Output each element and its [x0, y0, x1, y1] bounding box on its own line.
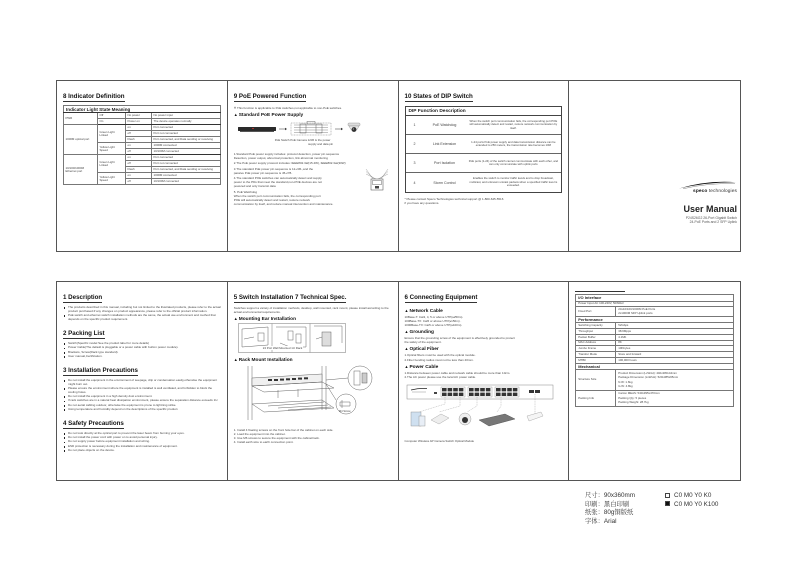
indicator-state: Off	[98, 113, 126, 119]
dip-description: 1-24 ports PoE power supply and data transmission distance can be extended to 250 meters, the transmission rate becomes 10M	[471, 139, 556, 147]
dip-function-name: Port Isolation	[434, 161, 455, 165]
poe-body-line: 2.The PoE power supply protocol includes: IEEE802.3af(15.4W), IEEE802.3at(30W)	[233, 161, 346, 166]
indicator-state: off	[126, 179, 152, 185]
table-header: Indicator Light State Meaning	[64, 106, 221, 113]
indicator-detail: Port connected, and Data sending or receiving	[152, 167, 221, 173]
description-list	[63, 306, 221, 322]
poe-body-line: 4.The standard POE switches can automatically detect and supply	[233, 176, 322, 181]
diagram-caption: PoE Switch PoE Camera 1236 is the power	[274, 138, 331, 143]
pin-wiring-diagram	[290, 121, 332, 137]
spec-row	[576, 316, 734, 323]
indicator-state: On	[98, 119, 126, 125]
spec-value-line: 24x10/100/1000M PoE Ports	[618, 306, 656, 311]
spec-value	[616, 307, 734, 316]
poe-body-line: passive PoE power pin sequence is 45+/78-	[233, 170, 293, 175]
spec-value-line: 8K	[618, 340, 622, 345]
footnote: * Please contact Speco Technologies technical support @ 1-800-645-5516	[404, 197, 504, 201]
diagram-caption: Computer Wireless AP Camera Switch Optical Module	[404, 438, 475, 443]
panel-switch-installation	[228, 282, 399, 480]
list-item: Do not install the power cord with power on to avoid personal injury.	[63, 436, 221, 440]
indicator-state: Flash	[126, 167, 152, 173]
color-spec-white	[665, 492, 718, 501]
installation-step: 1. Install 4 floating screws on the front hole bar of the cabinet on each side.	[233, 428, 334, 433]
svg-text:M4 Screw: M4 Screw	[338, 410, 351, 414]
connecting-line: 2.The AC power please use the local AC power cable.	[404, 374, 477, 379]
poe-body-line: power to the PDs that meet the standard,non-POE devices are not	[233, 180, 322, 185]
print-font: 字体：Arial	[585, 517, 617, 525]
indicator-state: on	[126, 143, 152, 149]
installation-precautions-list	[63, 379, 221, 412]
spec-value-line: N.W: 1.6kg	[618, 379, 633, 384]
list-item: PoE switch and ethernet switch installation methods are the same, the actual use environment and method that depends on the specific product requirement.	[63, 314, 221, 322]
panel-technical-spec	[569, 282, 740, 480]
spec-value-line: Carton MEAS: 540x395x470mm	[618, 391, 660, 396]
speco-logo	[677, 181, 737, 194]
spec-row	[576, 363, 734, 370]
spec-value	[616, 370, 734, 391]
triangle-icon: ▲	[404, 346, 409, 352]
spec-key: Fixed Port	[576, 307, 616, 316]
logo-swoosh-icon	[677, 181, 737, 189]
safety-precautions-list	[63, 432, 221, 453]
dip-description: PoE ports (1-24) of the switch cannot communicate with each other, and can only communicate with uplink ports	[468, 158, 558, 166]
list-item: Do not look directly at the optical port to prevent the laser beam from burning your eyes.	[63, 432, 221, 436]
dip-function-name: Link Extension	[432, 142, 457, 146]
section-title: 5 Switch Installation 7 Technical Spec.	[233, 294, 347, 301]
rj45-pinout-diagram	[364, 167, 390, 193]
dome-camera-icon	[346, 122, 362, 136]
indicator-detail: Port not connected	[152, 131, 221, 137]
print-paper: 纸张：80g铜版纸	[585, 509, 634, 517]
dip-function-name: PoE Watchdog	[432, 123, 457, 127]
spec-key: Jumbo Frame	[576, 346, 616, 352]
poe-body-line: 5. PoE Watchdog	[233, 189, 257, 194]
spec-group-title: Mechanical	[576, 363, 734, 370]
device-icons	[411, 412, 543, 426]
subsection-title	[234, 112, 392, 118]
connecting-line: Ensure that the grounding screw of the equipment is effectively grounded to protect	[404, 336, 515, 341]
indicator-detail: 1000M connected	[152, 173, 221, 179]
print-spec-note	[585, 492, 718, 526]
dip-row	[406, 173, 562, 192]
spec-row	[576, 295, 734, 302]
dip-function-name: Storm Control	[433, 180, 456, 185]
panel-connecting-equipment	[399, 282, 570, 480]
triangle-icon: ▲	[233, 316, 238, 322]
list-item: Do not install the equipment in the environment of seepage, drip or condensation easily,otherwise the equipment might burn out.	[63, 379, 221, 387]
section-title: 10 States of DIP Switch	[404, 93, 473, 100]
indicator-detail: Port connected, and Data sending or receiving	[152, 137, 221, 143]
diagram-caption: 24 Port Wall Mounted 1U Rack	[262, 346, 303, 351]
packing-list	[63, 342, 221, 359]
spec-value-line: 52Gbps	[618, 322, 629, 327]
list-item: Using temperature and humidity depend on the descriptions of the specific product.	[63, 408, 221, 412]
mounting-ear-diagram	[238, 323, 346, 353]
indicator-state: on	[126, 155, 152, 161]
indicator-detail: 10/100M connected	[152, 179, 221, 185]
spec-key: MAC Address	[576, 340, 616, 346]
indicator-light: Yellow Light Speed	[98, 173, 126, 185]
connecting-line: 1000Base-TX: Cat5 or above UTP(≤100m).	[404, 323, 463, 328]
indicator-state: off	[126, 161, 152, 167]
poe-body-line: 3.The standard PoE power pin sequence is 12+/36-,and the	[233, 166, 314, 171]
dip-table	[405, 106, 563, 193]
list-item: Please ensure the environment where the equipment is installed is well ventilated, and forbidden to block the cooling holes.	[63, 387, 221, 395]
spec-value-line: Packing Weight: 28.7kg	[618, 400, 649, 405]
diagram-caption: supply and data pin	[308, 142, 334, 147]
dip-number: 1	[413, 123, 416, 127]
section-title: 3 Installation Precautions	[63, 367, 138, 375]
subsection-title	[405, 364, 563, 370]
list-item: Do not install the equipment in a high density dust environment.	[63, 395, 221, 399]
print-method: 印刷：黑白印刷	[585, 500, 630, 508]
spec-group-title: Performance	[576, 316, 734, 323]
subsection-label: Network Cable	[409, 309, 443, 314]
section-title: 8 Indicator Definition	[63, 93, 125, 100]
color-spec-black	[665, 501, 718, 510]
connection-diagram	[405, 384, 555, 434]
spec-value-line: 100,000 hours	[618, 357, 637, 362]
panel-indicator-definition	[57, 81, 228, 251]
section-title: 9 PoE Powered Function	[233, 93, 307, 100]
list-item: If rack switches are in a natural heat dissipation environment, please ensure the separation distance exceeds 1U.	[63, 399, 221, 403]
subsection-title	[405, 308, 563, 314]
poe-body-line: communication by itself, and reduce manual intervention and maintenance.	[233, 201, 334, 206]
dip-row	[406, 116, 562, 135]
indicator-detail: Port connected	[152, 125, 221, 131]
triangle-icon: ▲	[233, 112, 238, 118]
rack-mount-illustration	[238, 364, 388, 422]
indicator-state: off	[126, 149, 152, 155]
manual-title: User Manual	[683, 203, 737, 214]
section-title: 1 Description	[63, 294, 103, 301]
spec-value-line: 10Kbytes	[618, 346, 631, 351]
list-item: ESD protection is necessary during the installation and maintenance of equipment.	[63, 445, 221, 449]
indicator-group: 1000M optical port	[64, 125, 98, 155]
connecting-line: the safety of the equipment.	[404, 340, 442, 345]
panel-dip-switch	[399, 81, 570, 251]
installation-steps	[234, 428, 392, 444]
spec-key: Transfer Mode	[576, 352, 616, 358]
subsection-title	[234, 357, 392, 363]
dip-description: When the switch port communication fails, the corresponding port POE will automatically detect and restart, restore network communication by itself.	[469, 118, 558, 130]
arrow-right-icon	[335, 127, 343, 131]
white-swatch-icon	[665, 493, 670, 498]
installation-step: 4. Install earth wire to earth connection point.	[233, 440, 294, 445]
poe-body-line: Detection, power output, abnormal protection, link abnormal monitoring	[233, 156, 328, 161]
spec-key: Switching Capacity	[576, 323, 616, 329]
indicator-detail: Port not connected	[152, 161, 221, 167]
installation-step: 2. Load the equipment into the cabinet.	[233, 432, 286, 437]
list-item: Switch(Specific model See the product label for more details)	[63, 342, 221, 346]
subsection-label: Power Cable	[409, 364, 439, 370]
panel-description	[57, 282, 228, 480]
connecting-line: 1.Optical fibers must be used with the optical module.	[404, 353, 476, 358]
subsection-label: Standard PoE Power Supply	[238, 113, 304, 119]
indicator-detail: No power input	[152, 113, 221, 119]
spec-key: Throughput	[576, 329, 616, 335]
indicator-detail: 10/100M connected	[152, 149, 221, 155]
indicator-table	[63, 105, 221, 185]
indicator-state: Flash	[126, 137, 152, 143]
spec-value-line: Package Dimension (LxWxH): 520x385x95mm	[618, 375, 679, 380]
indicator-state: off	[126, 131, 152, 137]
indicator-state: on	[126, 173, 152, 179]
subsection-title	[234, 316, 392, 322]
list-item: Brackets, Screw(Rack type standard).	[63, 351, 221, 355]
indicator-light: Green Light Linked	[98, 125, 126, 143]
spec-key: Packing Info	[576, 390, 616, 406]
spec-value-line: Packing Qty: 5 pieces	[618, 395, 647, 400]
install-intro: Switches support a variety of installation methods, desktop, wall mounted, rack mount, please install according to the actual environmental requirements.	[233, 306, 389, 315]
spec-row	[576, 307, 734, 316]
connecting-line: 100Base-TX: Cat5 or above UTP(≤150m) .	[404, 319, 462, 324]
logo-rest: technologies	[707, 188, 737, 194]
connecting-line: 10Base-T: Cat3, 4, 5 or above UTP(≤250m).	[404, 315, 464, 319]
black-swatch-icon	[665, 501, 670, 506]
indicator-state: on	[126, 125, 152, 131]
subsection-label: Grounding	[409, 330, 434, 336]
panel-cover	[569, 81, 740, 251]
panel-poe-function	[228, 81, 399, 251]
indicator-detail: The device operates normally	[152, 119, 221, 125]
triangle-icon: ▲	[404, 363, 409, 369]
connecting-line: 1.Distance between power cable and network cable should be more than 10cm.	[404, 370, 511, 375]
arrow-right-icon	[279, 127, 287, 131]
spec-value-line: G.W: 4.8kg	[618, 383, 633, 388]
spec-group-title: I/O Interface	[576, 295, 734, 302]
triangle-icon: ▲	[233, 357, 238, 363]
dip-row	[406, 154, 562, 173]
subsection-label: Mounting Ear Installation	[238, 317, 297, 323]
connecting-line: 2.Fiber bending radius must not be less than 40mm.	[404, 357, 474, 362]
divider	[575, 291, 625, 292]
spec-value-line: 38.6Mpps	[618, 328, 631, 333]
manual-subtitle: 24-PoE Ports and 2 SFP Uplink	[689, 220, 737, 225]
indicator-group: 10/100/1000M Ethernet port	[64, 155, 98, 185]
spec-table	[575, 294, 734, 407]
poe-body-line: 1.Standard PoE power supply includes: protocol detection, power pin sequence	[233, 152, 340, 157]
spec-key: Structure Size	[576, 370, 616, 391]
footnote: if you have any questions.	[404, 201, 440, 206]
table-header: DIP Function Description	[406, 107, 562, 116]
subsection-label: Optical Fiber	[409, 347, 439, 353]
dip-number: 4	[413, 180, 416, 185]
spec-row	[576, 370, 734, 391]
list-item: The products described in this manual, including but not limited to the illustrated products, please refer to the actual product purchased.If any changes on product appearance, please refer to the official product information.	[63, 306, 221, 314]
dip-description: Enables the switch to monitor traffic levels and to drop broadcast, multicast, and unknown unicast packets when a specified traffic level is exceeded.	[469, 176, 558, 188]
list-item: User manual,Certification.	[63, 355, 221, 359]
spec-row	[576, 390, 734, 406]
indicator-meaning: No power	[126, 113, 152, 119]
logo-bold: speco	[693, 188, 708, 194]
poe-body-line: POE will automatically detect and restart, restore network	[233, 197, 310, 202]
spec-value-line: 2x1000M SFP Uplink ports	[618, 310, 653, 315]
spec-value-line: Store and forward	[618, 351, 642, 356]
manual-sheet-bottom	[56, 281, 741, 481]
dip-number: 2	[413, 142, 416, 146]
spec-key: MTBF	[576, 358, 616, 364]
poe-body-line: When the switch port communication fails, the corresponding port	[233, 193, 321, 198]
spec-value-line: Product Dimension (LxWxH): 440x280x44mm	[618, 370, 677, 375]
indicator-detail: Port connected	[152, 155, 221, 161]
section-title: 2 Packing List	[63, 330, 105, 338]
list-item: Power Cable(The default is pluggable or a power cable with built-in power module).	[63, 346, 221, 350]
subsection-label: Rack Mount Installation	[238, 358, 293, 364]
indicator-meaning: Power on	[126, 119, 152, 125]
poe-diagram	[238, 121, 392, 137]
spec-value: Power Input AC 100-240V, 50/60Hz	[576, 301, 734, 307]
section-title: 4 Safety Precautions	[63, 420, 124, 428]
list-item: Do not place objects on the device.	[63, 449, 221, 453]
subsection-title	[405, 329, 563, 335]
indicator-light: Green Light Linked	[98, 155, 126, 173]
indicator-group: PWR	[64, 113, 98, 125]
spec-value-line: 4.1Mb	[618, 334, 627, 339]
connecting-sections	[405, 308, 563, 379]
installation-step: 3. Use M6 screws to secure the equipment with the cabinet/rack.	[233, 436, 320, 441]
switch-icon	[238, 125, 276, 133]
manual-sheet-top	[56, 80, 741, 252]
color-label: C0 M0 Y0 K100	[674, 500, 719, 508]
color-label: C0 M0 Y0 K0	[674, 492, 712, 499]
indicator-detail: 1000M connected	[152, 143, 221, 149]
triangle-icon: ▲	[404, 308, 409, 313]
dip-row	[406, 135, 562, 154]
section-title: 6 Connecting Equipment	[404, 294, 478, 301]
indicator-light: Yellow Light Speed	[98, 143, 126, 155]
spec-value	[616, 390, 734, 406]
subsection-title	[405, 346, 563, 352]
triangle-icon: ▲	[404, 329, 409, 335]
logo-text	[693, 189, 737, 194]
list-item: Do not supply power before equipment installation and wiring.	[63, 440, 221, 444]
poe-body-line: powered and only transmit data	[233, 184, 276, 189]
manual-subtitle: P24S26G2 26-Port Gigabit Switch	[685, 215, 737, 220]
print-size: 尺寸：90x360mm	[585, 492, 636, 499]
poe-note: ※ This function is applicable to PoE switches,not applicable to non-PoE switches.	[233, 106, 342, 110]
dip-number: 3	[413, 161, 416, 165]
spec-key: Packet Buffer	[576, 334, 616, 340]
list-item: Do not aerial cabling outdoor, otherwise the equipment is prone to lightning strike.	[63, 404, 221, 408]
